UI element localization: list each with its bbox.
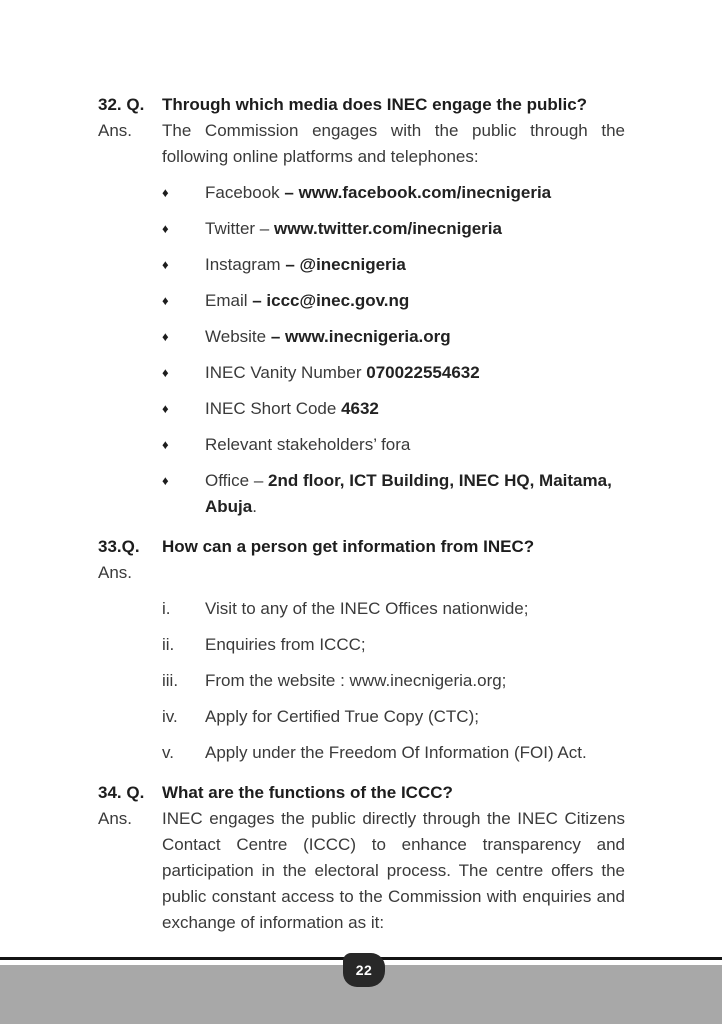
- bullet-text: [205, 252, 625, 278]
- question-number: 33.Q.: [98, 537, 140, 556]
- diamond-bullet-icon: ♦: [162, 257, 169, 272]
- roman-list-row: [98, 586, 625, 776]
- bullet-item-email: [162, 288, 625, 314]
- bullet-label: Email: [205, 291, 253, 310]
- question-row: [98, 534, 625, 560]
- page-number-badge: [343, 953, 385, 987]
- list-item-numeral: i.: [162, 599, 171, 618]
- diamond-bullet-icon: ♦: [162, 221, 169, 236]
- list-item-text: Apply under the Freedom Of Information (FOI) Act.: [205, 743, 587, 762]
- bullet-label: Relevant stakeholders’ fora: [205, 435, 411, 454]
- question-text: What are the functions of the ICCC?: [162, 783, 453, 802]
- answer-label: Ans.: [98, 563, 133, 582]
- bullet-label: Website: [205, 327, 271, 346]
- list-item-numeral: ii.: [162, 635, 175, 654]
- bullet-text: [205, 180, 625, 206]
- list-item-numeral: iv.: [162, 707, 178, 726]
- diamond-bullet-icon: ♦: [162, 329, 169, 344]
- bullet-value: – iccc@inec.gov.ng: [252, 291, 410, 310]
- answer-row: [98, 806, 625, 936]
- diamond-bullet-icon: ♦: [162, 293, 169, 308]
- bullet-list: [162, 180, 625, 530]
- bullet-label: Instagram: [205, 255, 286, 274]
- bullet-label: INEC Vanity Number: [205, 363, 367, 382]
- question-text: How can a person get information from INEC?: [162, 537, 535, 556]
- qa-section-32: [98, 92, 625, 530]
- diamond-bullet-icon: ♦: [162, 401, 169, 416]
- bullet-label: Facebook: [205, 183, 285, 202]
- diamond-bullet-icon: ♦: [162, 473, 169, 488]
- answer-text: The Commission engages with the public through the following online platforms and telephones:: [162, 121, 625, 166]
- bullet-item-facebook: [162, 180, 625, 206]
- list-item-numeral: v.: [162, 743, 174, 762]
- bullet-value: – www.inecnigeria.org: [270, 327, 451, 346]
- bullet-item-short-code: [162, 396, 625, 422]
- page-content: [98, 92, 625, 936]
- bullet-text: [205, 468, 625, 520]
- bullet-item-office-address: [162, 468, 625, 520]
- bullet-value: – www.facebook.com/inecnigeria: [284, 183, 552, 202]
- list-item: [162, 632, 625, 658]
- bullet-label: Twitter –: [205, 219, 274, 238]
- question-row: [98, 92, 625, 118]
- list-item: [162, 704, 625, 730]
- page-number: 22: [355, 962, 373, 978]
- list-item-text: Enquiries from ICCC;: [205, 635, 366, 654]
- bullet-text: [205, 288, 625, 314]
- question-number: 32. Q.: [98, 95, 145, 114]
- diamond-bullet-icon: ♦: [162, 365, 169, 380]
- qa-section-33: [98, 534, 625, 776]
- list-item: [162, 668, 625, 694]
- bullet-text: [205, 324, 625, 350]
- answer-text: INEC engages the public directly through the INEC Citizens Contact Centre (ICCC) to enhance transparency and participation in the electoral process. The centre offers the public constant access to the Commission with enquiries and exchange of information as it:: [162, 809, 625, 932]
- list-item-numeral: iii.: [162, 671, 179, 690]
- list-item-text: Apply for Certified True Copy (CTC);: [205, 707, 479, 726]
- bullet-item-instagram: [162, 252, 625, 278]
- question-row: [98, 780, 625, 806]
- bullet-item-website: [162, 324, 625, 350]
- bullet-text: [205, 396, 625, 422]
- bullet-item-stakeholders-fora: [162, 432, 625, 458]
- diamond-bullet-icon: ♦: [162, 185, 169, 200]
- bullet-value: 2nd floor, ICT Building, INEC HQ, Maitama, Abuja: [205, 471, 612, 516]
- bullet-value: www.twitter.com/inecnigeria: [273, 219, 502, 238]
- diamond-bullet-icon: ♦: [162, 437, 169, 452]
- bullet-label: Office –: [205, 471, 268, 490]
- bullet-text: [205, 432, 625, 458]
- answer-label: Ans.: [98, 809, 133, 828]
- roman-list: [162, 596, 625, 776]
- question-number: 34. Q.: [98, 783, 145, 802]
- bullet-suffix: .: [252, 497, 257, 516]
- qa-section-34: [98, 780, 625, 936]
- bullet-value: 070022554632: [366, 363, 480, 382]
- list-item-text: From the website : www.inecnigeria.org;: [205, 671, 507, 690]
- bullet-item-twitter: [162, 216, 625, 242]
- bullet-value: 4632: [341, 399, 379, 418]
- bullet-item-vanity-number: [162, 360, 625, 386]
- answer-row: [98, 118, 625, 170]
- bullet-value: – @inecnigeria: [285, 255, 406, 274]
- bullet-text: [205, 216, 625, 242]
- bullet-text: [205, 360, 625, 386]
- answer-label: Ans.: [98, 121, 133, 140]
- list-item-text: Visit to any of the INEC Offices nationwide;: [205, 599, 529, 618]
- bullet-list-row: [98, 170, 625, 530]
- list-item: [162, 740, 625, 766]
- question-text: Through which media does INEC engage the public?: [162, 95, 588, 114]
- answer-row: [98, 560, 625, 586]
- bullet-label: INEC Short Code: [205, 399, 342, 418]
- list-item: [162, 596, 625, 622]
